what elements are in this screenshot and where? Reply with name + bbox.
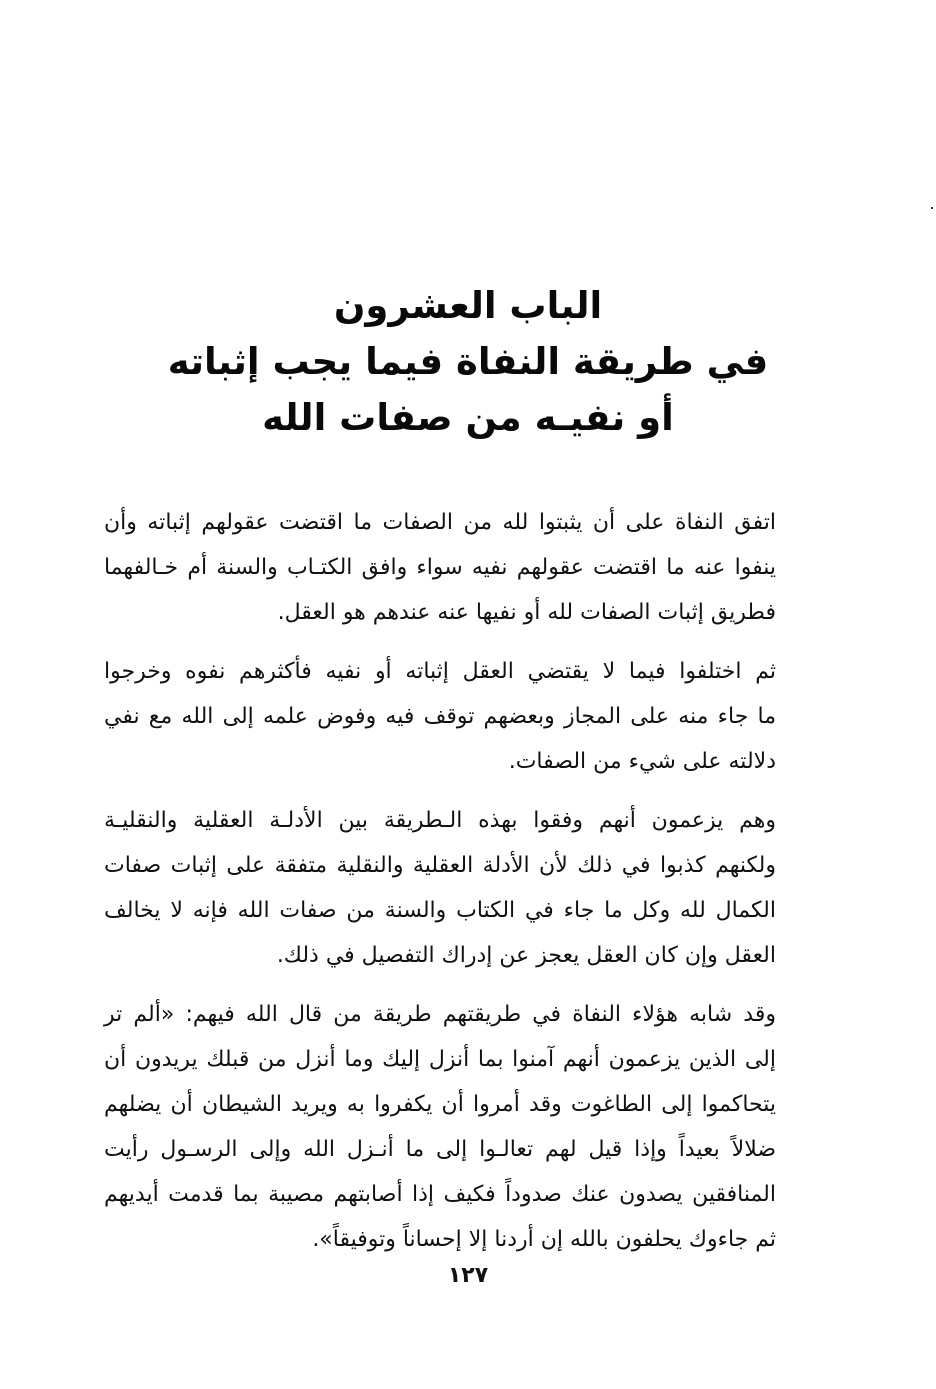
- paragraph-1: [104, 500, 806, 635]
- text-line: ثم جاءوك يحلفون بالله إن أردنا إلا إحساناً وتوفيقاً».: [312, 1227, 776, 1252]
- text-line: ولكنهم كذبوا في ذلك لأن الأدلة العقلية والنقلية متفقة على إثبات صفات: [104, 853, 776, 878]
- text-line: العقل وإن كان العقل يعجز عن إدراك التفصيل في ذلك.: [276, 943, 776, 968]
- page-number: ١٢٧: [447, 1263, 489, 1288]
- chapter-subtitle-continued: أو نفيـه من صفات الله: [262, 396, 674, 439]
- text-line: ثم اختلفوا فيما لا يقتضي العقل إثباته أو نفيه فأكثرهم نفوه وخرجوا: [104, 659, 776, 684]
- text-line: ينفوا عنه ما اقتضت عقولهم نفيه سواء وافق الكتـاب والسنة أم خـالفهما: [104, 555, 776, 580]
- text-line: دلالته على شيء من الصفات.: [508, 749, 776, 774]
- text-line: الكمال لله وكل ما جاء في الكتاب والسنة من صفات الله فإنه لا يخالف: [104, 898, 776, 923]
- text-line: وقد شابه هؤلاء النفاة في طريقتهم طريقة من قال الله فيهم: «ألم تر: [104, 1002, 776, 1027]
- paragraph-2: [104, 649, 806, 784]
- text-line: إلى الذين يزعمون أنهم آمنوا بما أنزل إليك وما أنزل من قبلك يريدون أن: [104, 1047, 776, 1072]
- text-line: فطريق إثبات الصفات لله أو نفيها عنه عندهم هو العقل.: [277, 600, 776, 625]
- paragraph-4-quran-quote: [104, 992, 806, 1262]
- chapter-heading: [0, 278, 936, 446]
- text-line: ما جاء منه على المجاز وبعضهم توقف فيه وفوض علمه إلى الله مع نفي: [104, 704, 776, 729]
- chapter-title: الباب العشرون: [333, 284, 603, 327]
- text-line: يتحاكموا إلى الطاغوت وقد أمروا أن يكفروا به ويريد الشيطان أن يضلهم: [104, 1092, 776, 1117]
- paragraph-3: [104, 798, 806, 978]
- scan-speck: [931, 207, 933, 209]
- body-text: [104, 500, 806, 1276]
- chapter-subtitle: في طريقة النفاة فيما يجب إثباته: [167, 340, 769, 383]
- text-line: المنافقين يصدون عنك صدوداً فكيف إذا أصابتهم مصيبة بما قدمت أيديهم: [104, 1182, 776, 1207]
- text-line: اتفق النفاة على أن يثبتوا لله من الصفات ما اقتضت عقولهم إثباته وأن: [104, 510, 776, 535]
- text-line: ضلالاً بعيداً وإذا قيل لهم تعالـوا إلى ما أنـزل الله وإلى الرسـول رأيت: [104, 1137, 776, 1162]
- text-line: وهم يزعمون أنهم وفقوا بهذه الـطريقة بين الأدلـة العقلية والنقليـة: [104, 808, 776, 833]
